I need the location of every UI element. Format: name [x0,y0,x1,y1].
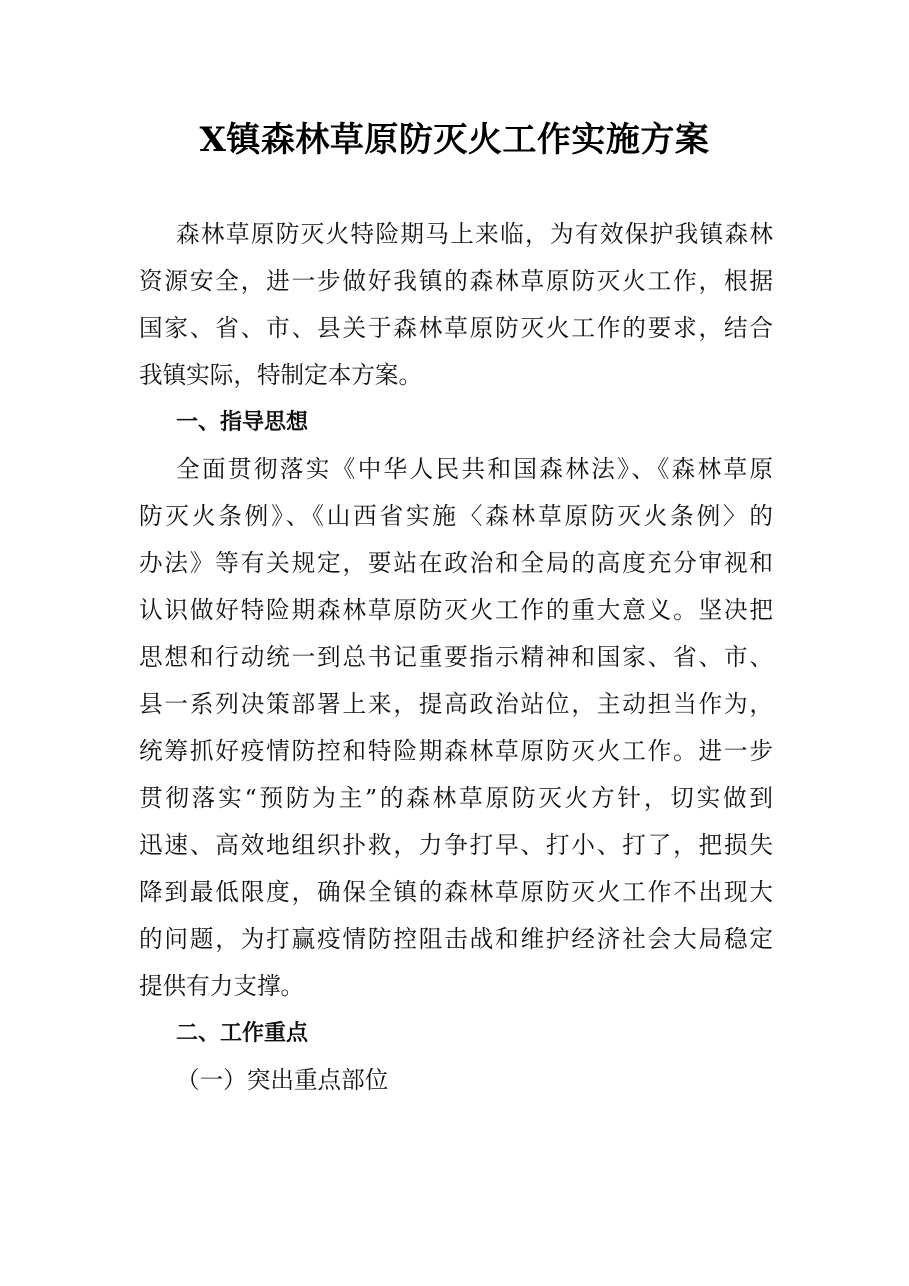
paragraph-intro-line: 国家、省、市、县关于森林草原防灭火工作的要求，结合 [139,314,773,342]
paragraph-guiding-line: 提供有力支撑。 [139,972,305,1000]
paragraph-guiding-line: 办法》等有关规定，要站在政治和全局的高度充分审视和 [139,549,773,577]
paragraph-guiding-line: 降到最低限度，确保全镇的森林草原防灭火工作不出现大 [139,878,773,906]
paragraph-guiding-line: 统筹抓好疫情防控和特险期森林草原防灭火工作。进一步 [139,737,773,765]
paragraph-guiding-line: 的问题，为打赢疫情防控阻击战和维护经济社会大局稳定 [139,925,773,953]
section-heading-work-focus: 二、工作重点 [176,1021,309,1046]
paragraph-guiding-line: 全面贯彻落实《中华人民共和国森林法》、《森林草原 [176,455,773,483]
paragraph-guiding-line: 认识做好特险期森林草原防灭火工作的重大意义。坚决把 [139,596,773,624]
document-title: X镇森林草原防灭火工作实施方案 [199,120,710,160]
subsection-heading-key-areas: （一）突出重点部位 [176,1066,389,1094]
section-heading-guiding-ideology: 一、指导思想 [176,410,309,435]
paragraph-guiding-line: 防灭火条例》、《山西省实施〈森林草原防灭火条例〉的 [139,502,773,530]
paragraph-guiding-line: 思想和行动统一到总书记重要指示精神和国家、省、市、 [139,643,773,671]
paragraph-intro-line: 我镇实际，特制定本方案。 [139,361,423,389]
document-body [139,211,773,1104]
paragraph-intro-line: 资源安全，进一步做好我镇的森林草原防灭火工作，根据 [139,267,773,295]
paragraph-guiding-line: 贯彻落实“预防为主”的森林草原防灭火方针，切实做到 [139,784,773,812]
paragraph-guiding-line: 迅速、高效地组织扑救，力争打早、打小、打了，把损失 [139,831,773,859]
paragraph-guiding-line: 县一系列决策部署上来，提高政治站位，主动担当作为， [139,690,773,718]
paragraph-intro-line: 森林草原防灭火特险期马上来临，为有效保护我镇森林 [176,220,773,248]
